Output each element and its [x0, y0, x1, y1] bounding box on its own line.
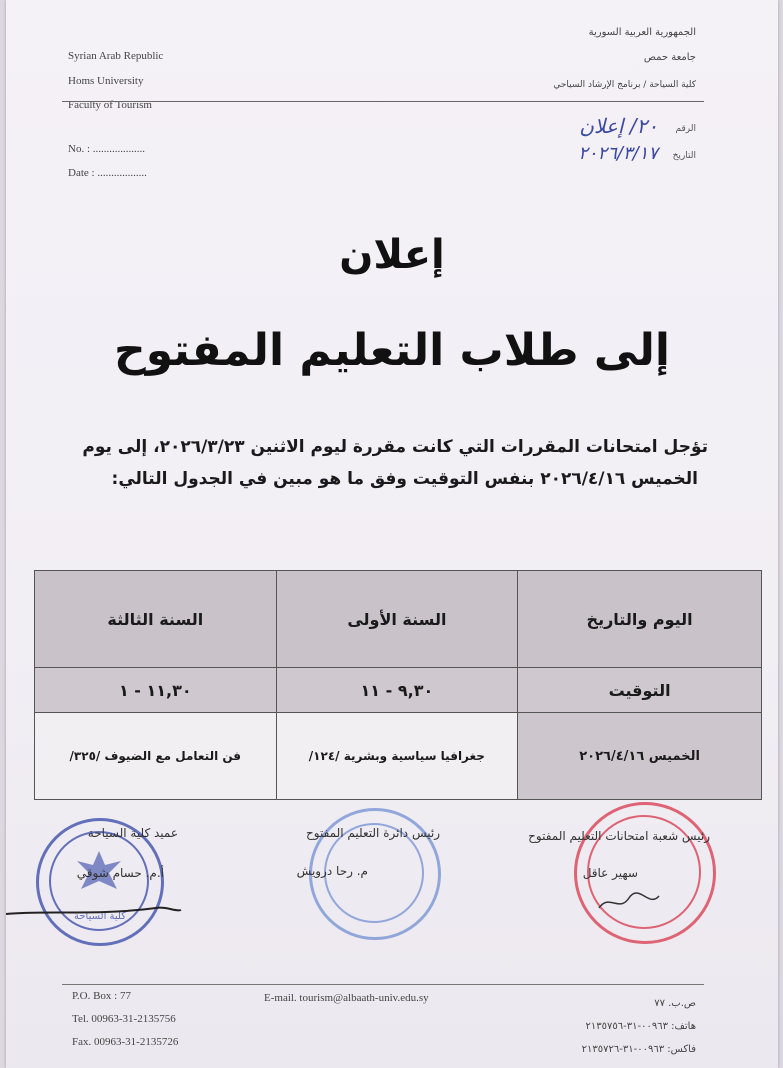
table-cell-exam-year1: جغرافيا سياسية وبشرية /١٢٤/ [276, 713, 518, 800]
table-row-timing [35, 668, 762, 713]
announcement-body-line2: الخميس ٢٠٢٦/٤/١٦ بنفس التوقيت وفق ما هو مبين في الجدول التالي: [111, 469, 698, 489]
footer-ar-tel: هاتف: ٠٠٩٦٣-٣١-٢١٣٥٧٥٦ [585, 1021, 696, 1032]
footer-po-box: P.O. Box : 77 [72, 990, 131, 1002]
footer-fax: Fax. 00963-31-2135726 [72, 1036, 179, 1048]
header-en-country: Syrian Arab Republic [68, 50, 164, 62]
signature-1-title: رئيس شعبة امتحانات التعليم المفتوح [528, 829, 710, 843]
exam-schedule-table [34, 570, 762, 800]
document-page [6, 0, 778, 1068]
footer-ar-fax: فاكس: ٠٠٩٦٣-٣١-٢١٣٥٧٢٦ [581, 1044, 696, 1055]
header-ar-no-value: ٢٠/ إعلان [579, 114, 658, 138]
header-ar-date-value: ٢٠٢٦/٣/١٧ [578, 143, 658, 164]
header-en-no: No. : ................... [68, 143, 145, 155]
header-en-faculty: Faculty of Tourism [68, 99, 152, 111]
handwritten-signature-1 [594, 888, 664, 918]
table-row-exam [35, 713, 762, 800]
header-ar-country: الجمهورية العربية السورية [588, 27, 696, 38]
table-header-year1: السنة الأولى [276, 571, 518, 668]
footer-divider [62, 984, 704, 985]
table-header-year3: السنة الثالثة [35, 571, 277, 668]
footer-tel: Tel. 00963-31-2135756 [72, 1013, 176, 1025]
header-ar-date-label: التاريخ [672, 151, 696, 161]
table-cell-exam-day: الخميس ٢٠٢٦/٤/١٦ [518, 713, 762, 800]
footer-email: E-mail. tourism@albaath-univ.edu.sy [264, 992, 429, 1004]
table-cell-timing-year3: ١١,٣٠ - ١ [35, 668, 277, 713]
header-en-university: Homs University [68, 75, 144, 87]
table-cell-timing-label: التوقيت [518, 668, 762, 713]
header-ar-university: جامعة حمص [643, 52, 696, 63]
header-ar-no-label: الرقم [675, 124, 696, 134]
signature-2-name: م. رحا درويش [296, 864, 368, 878]
header-divider [62, 101, 704, 102]
header-en-date: Date : .................. [68, 167, 147, 179]
handwritten-signature-3 [6, 890, 206, 930]
announcement-title: إعلان [339, 232, 445, 278]
table-header-row [35, 571, 762, 668]
table-cell-timing-year1: ٩,٣٠ - ١١ [276, 668, 518, 713]
stamp-faculty-text: كلية السياحة [74, 911, 126, 922]
signature-1-name: سهير عاقل [582, 866, 638, 880]
footer-ar-po-box: ص.ب. ٧٧ [654, 998, 696, 1009]
table-header-day: اليوم والتاريخ [518, 571, 762, 668]
signature-3-name: أ.م. حسام شوقي [76, 866, 164, 880]
announcement-body-line1: تؤجل امتحانات المقررات التي كانت مقررة ليوم الاثنين ٢٠٢٦/٣/٢٣، إلى يوم [82, 437, 708, 457]
table-cell-exam-year3: فن التعامل مع الضيوف /٣٢٥/ [35, 713, 277, 800]
header-ar-faculty: كلية السياحة / برنامج الإرشاد السياحي [553, 80, 696, 90]
announcement-subtitle: إلى طلاب التعليم المفتوح [114, 325, 670, 376]
signature-3-title: عميد كلية السياحة [87, 826, 178, 840]
signature-2-title: رئيس دائرة التعليم المفتوح [306, 826, 440, 840]
